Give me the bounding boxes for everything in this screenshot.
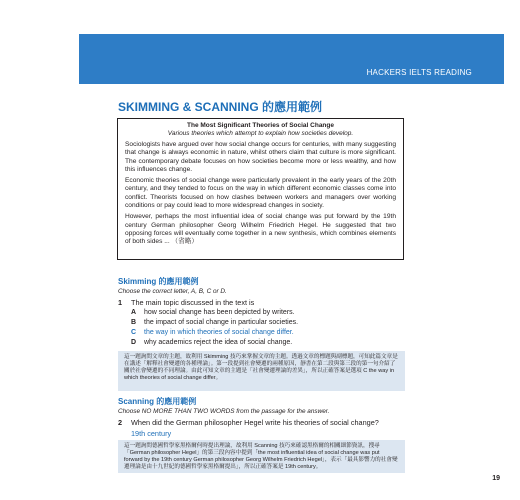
skimming-instruction: Choose the correct letter, A, B, C or D. <box>118 288 227 295</box>
question-1-number: 1 <box>118 298 123 307</box>
passage-paragraph-3: However, perhaps the most influential idea of social change was put forward by the 19th century German philosopher Georg Wilhelm Friedrich Hegel. He suggested that two opposing forces will eventually come together in a new synthesis, which combines elements of both sides ... （省略） <box>125 213 396 246</box>
scanning-instruction: Choose NO MORE THAN TWO WORDS from the passage for the answer. <box>118 408 330 415</box>
option-a-letter: A <box>131 309 137 316</box>
scanning-heading: Scanning 的應用範例 <box>118 397 197 406</box>
passage-paragraph-2: Economic theories of social change were particularly prevalent in the early years of the 20th century, and they tended to focus on the way in which different economic classes come into conflict. Theorists focused on how clashes between workers and managers over working conditions or pay could lead to more widespread changes in society. <box>125 177 396 210</box>
passage-paragraph-1: Sociologists have argued over how social change occurs for centuries, with many suggesting that change is always economic in nature, whilst others claim that culture is more significant. The contemporary debate focuses on how societies become more or less wealthy, and how this influences change. <box>125 141 396 173</box>
scanning-explanation: 這一題詢問德國哲學家黑格爾何時提出理論，故利用 Scanning 技巧來確認黑格爾的相關細節資訊，搜尋「German philosopher Hegel」的第三段內容中提到「the most influential idea of social change was put forward by the 19th century German philosopher Georg Wilhelm Friedrich Hegel」，表示「最具影響力的社會變遷理論是由十九世紀的德國哲學家黑格爾提出」，所以正確答案是 19th century。 <box>124 443 398 470</box>
question-2-text: When did the German philosopher Hegel write his theories of social change? <box>131 418 379 427</box>
skimming-explanation: 這一題詢問文章的主題，故利用 Skimming 技巧來掌握文章的主題。透過文章的標題與副標題，可知此篇文章是在講述「解釋社會變遷的各種理論」。第一段提到社會變遷的兩種原因，靜書在第二段與第三段的第一句介紹了關於社會變遷的不同理論。由此可知文章的主題是「社會變遷理論的差異」，所以正確答案是選項 C the way in which theories of social change differ。 <box>124 354 398 381</box>
skimming-explanation-box <box>118 351 405 391</box>
skimming-heading: Skimming 的應用範例 <box>118 277 199 286</box>
header-title: HACKERS IELTS READING <box>366 68 472 77</box>
question-1-text: The main topic discussed in the text is <box>131 298 255 307</box>
page-number: 19 <box>492 475 500 482</box>
section-title: SKIMMING & SCANNING 的應用範例 <box>118 100 323 114</box>
question-2-number: 2 <box>118 418 123 427</box>
option-d-letter: D <box>131 339 137 346</box>
passage-title: The Most Significant Theories of Social Change <box>187 122 334 129</box>
option-c-text: the way in which theories of social change differ. <box>144 329 294 336</box>
reading-passage <box>117 118 404 260</box>
scanning-explanation-box <box>118 440 405 473</box>
header-banner <box>79 34 504 84</box>
option-c-letter: C <box>131 329 137 336</box>
option-d-text: why academics reject the idea of social change. <box>144 339 293 346</box>
option-a-text: how social change has been depicted by writers. <box>144 309 295 316</box>
question-2-answer: 19th century <box>131 429 172 438</box>
option-b-text: the impact of social change in particular societies. <box>144 319 299 326</box>
option-b-letter: B <box>131 319 137 326</box>
passage-subtitle: Various theories which attempt to explain how societies develop. <box>167 130 354 137</box>
